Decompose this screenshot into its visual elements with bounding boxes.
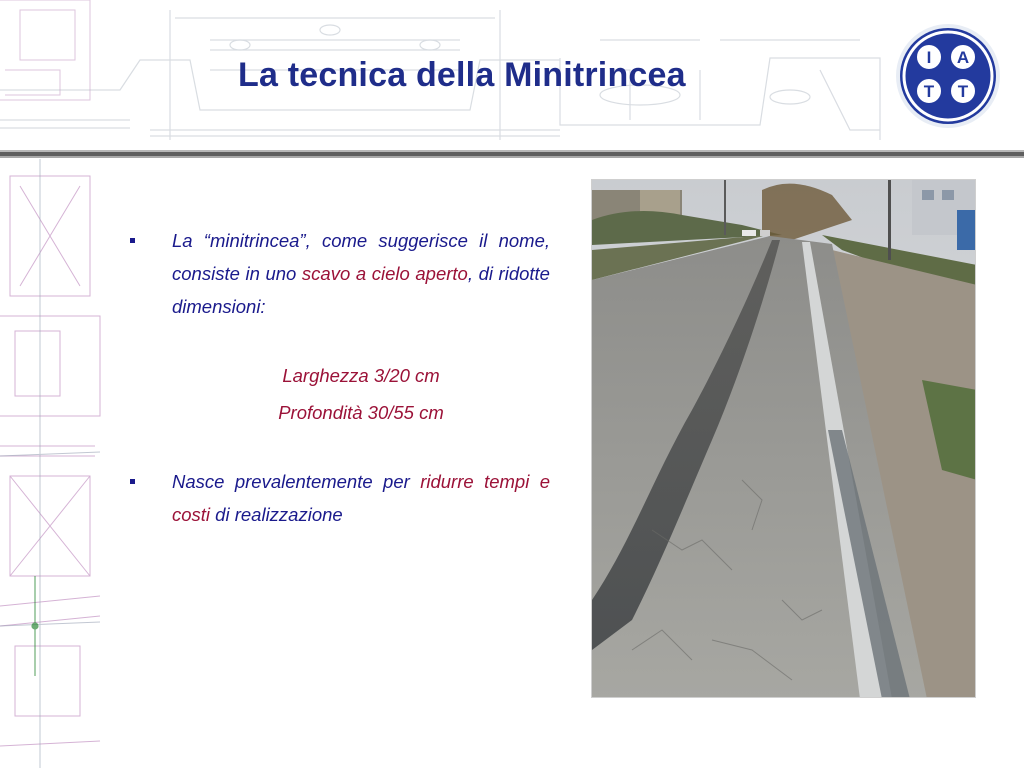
bullet-1-highlight: scavo a cielo aperto xyxy=(301,263,468,284)
width-dimension: Larghezza 3/20 cm xyxy=(282,365,440,386)
side-plan-background xyxy=(0,156,112,768)
slide-title: La tecnica della Minitrincea xyxy=(238,56,686,94)
dimensions-block xyxy=(130,357,550,431)
bullet-2-text-a: Nasce prevalentemente per xyxy=(172,471,421,492)
bullet-2-text-b: di realizzazione xyxy=(210,504,343,525)
bullet-2-highlight: ridurre tempi e costi xyxy=(172,471,550,525)
depth-dimension: Profondità 30/55 cm xyxy=(278,402,444,423)
slide-body xyxy=(130,224,550,531)
logo-letter-i: I xyxy=(926,48,932,67)
bullet-item-minitrincea xyxy=(130,224,550,323)
bullet-square-icon xyxy=(130,238,135,243)
road-minitrench-photo xyxy=(591,179,976,698)
bullet-square-icon xyxy=(130,479,135,484)
bullet-1-text-a: La “minitrincea”, come suggerisce il nome, consiste in uno xyxy=(172,230,550,284)
bullet-1-text-b: , di ridotte dimensioni: xyxy=(172,263,550,317)
bullet-item-purpose xyxy=(130,465,550,531)
logo-letter-a: A xyxy=(956,48,970,67)
header-divider xyxy=(0,146,1024,156)
logo-letter-t1: T xyxy=(923,82,935,101)
logo-letter-t2: T xyxy=(957,82,969,101)
iatt-logo xyxy=(893,20,1003,132)
